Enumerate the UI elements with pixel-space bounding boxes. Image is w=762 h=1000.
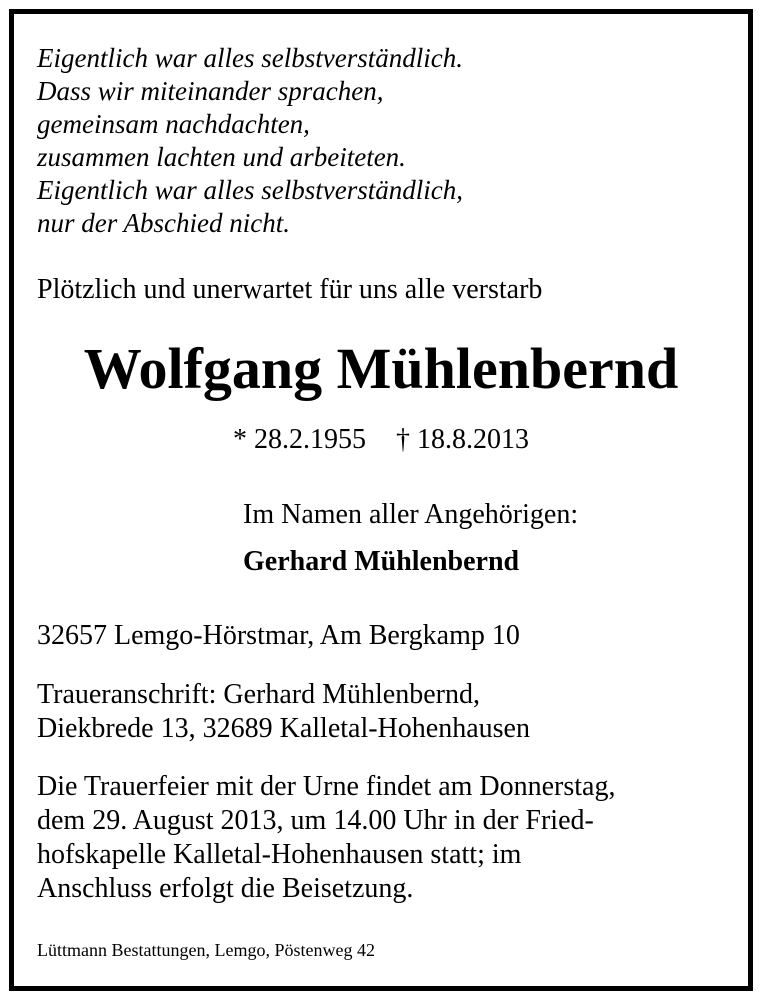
residence-address: 32657 Lemgo-Hörstmar, Am Bergkamp 10 [37, 620, 520, 651]
signer-name: Gerhard Mühlenbernd [243, 546, 520, 577]
undertaker-info: Lüttmann Bestattungen, Lemgo, Pöstenweg 42 [37, 940, 375, 960]
ceremony-line: Anschluss erfolgt die Beisetzung. [37, 873, 414, 904]
mourning-address-line: Diekbrede 13, 32689 Kalletal-Hohenhausen [37, 713, 530, 744]
deceased-name: Wolfgang Mühlenbernd [83, 336, 679, 401]
poem-line: gemeinsam nachdachten, [37, 109, 310, 139]
ceremony-line: Die Trauerfeier mit der Urne findet am Donnerstag, [37, 771, 616, 802]
ceremony-line: dem 29. August 2013, um 14.00 Uhr in der Fried- [37, 805, 594, 836]
poem-line: Eigentlich war alles selbstverständlich, [37, 175, 463, 205]
ceremony-line: hofskapelle Kalletal-Hohenhausen statt; im [37, 839, 522, 870]
on-behalf-label: Im Namen aller Angehörigen: [243, 499, 579, 530]
funeral-ceremony-info [37, 770, 615, 906]
life-dates [0, 424, 762, 456]
death-announcement-intro: Plötzlich und unerwartet für uns alle verstarb [37, 274, 543, 305]
poem-line: zusammen lachten und arbeiteten. [37, 142, 406, 172]
memorial-poem [37, 42, 463, 240]
death-date: † 18.8.2013 [396, 424, 529, 455]
birth-date: * 28.2.1955 [233, 424, 366, 455]
poem-line: Dass wir miteinander sprachen, [37, 76, 384, 106]
poem-line: Eigentlich war alles selbstverständlich. [37, 43, 463, 73]
mourning-address-line: Traueranschrift: Gerhard Mühlenbernd, [37, 679, 480, 710]
poem-line: nur der Abschied nicht. [37, 208, 290, 238]
mourning-address [37, 678, 530, 746]
